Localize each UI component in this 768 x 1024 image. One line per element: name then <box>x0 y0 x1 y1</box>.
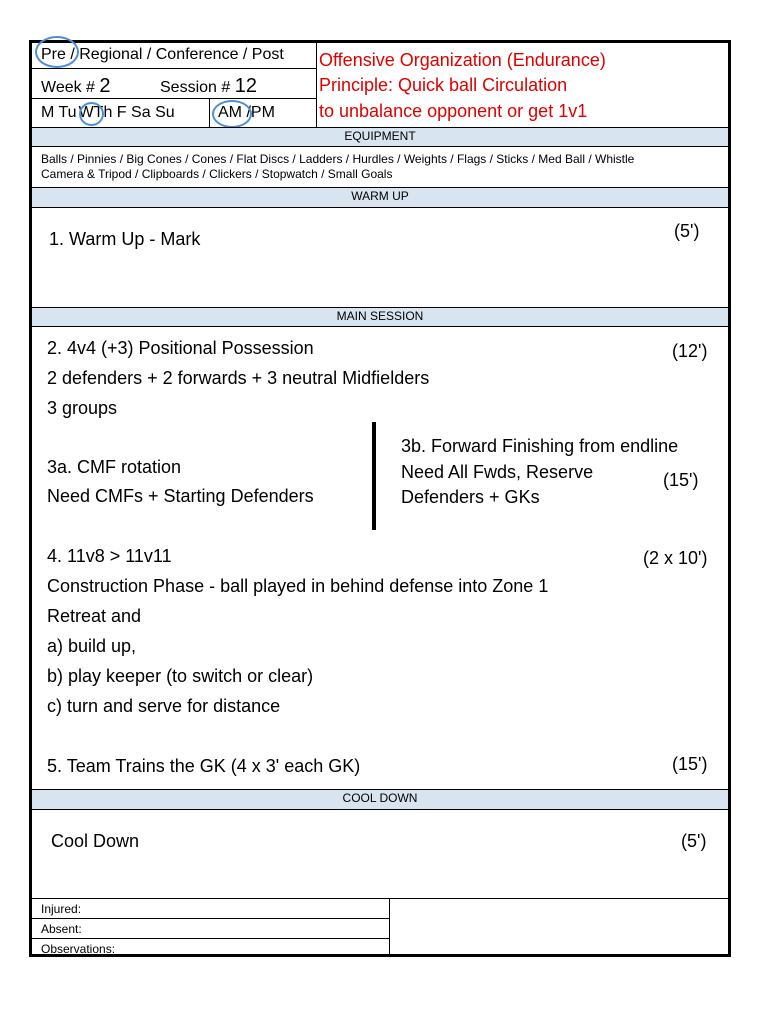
session-title-line-3: to unbalance opponent or get 1v1 <box>319 101 588 121</box>
cool-down-item: Cool Down <box>51 831 140 851</box>
item-2-line-3: 3 groups <box>47 398 118 418</box>
day-f: F <box>116 104 127 121</box>
item-3a-line-2: Need CMFs + Starting Defenders <box>47 486 314 506</box>
week-value: 2 <box>99 75 111 97</box>
header-row-line-1 <box>32 68 316 69</box>
item-4-line-5: c) turn and serve for distance <box>47 696 281 716</box>
item-3b-title: 3b. Forward Finishing from endline <box>401 436 679 456</box>
session-value: 12 <box>234 75 257 97</box>
item-4-title: 4. 11v8 > 11v11 <box>47 546 172 566</box>
season-rest: / Regional / Conference / Post <box>70 46 284 63</box>
session-title-line-2: Principle: Quick ball Circulation <box>319 75 568 95</box>
header-divider <box>316 43 317 127</box>
selected-time-circle <box>212 100 252 128</box>
footer-divider <box>389 898 390 954</box>
item-3b-line-2: Need All Fwds, Reserve <box>401 462 594 482</box>
main-session-heading: MAIN SESSION <box>32 307 728 327</box>
equipment-list-line-2: Camera & Tripod / Clipboards / Clickers / Stopwatch / Small Goals <box>41 167 393 181</box>
observations-label: Observations: <box>41 942 116 956</box>
day-sa: Sa <box>131 104 151 121</box>
day-selector <box>41 104 175 122</box>
footer-row-line-2 <box>32 938 389 939</box>
item-3b-line-3: Defenders + GKs <box>401 487 540 507</box>
selected-phase-circle <box>35 36 79 68</box>
day-time-divider <box>209 98 210 127</box>
session-title-line-1: Offensive Organization (Endurance) <box>319 50 606 70</box>
header-row-line-2 <box>32 98 316 99</box>
equipment-list-line-1: Balls / Pinnies / Big Cones / Cones / Flat Discs / Ladders / Hurdles / Weights / Flags / Sticks / Med Ball / Whistle <box>41 152 635 166</box>
item-5-title: 5. Team Trains the GK (4 x 3' each GK) <box>47 756 361 776</box>
week-field <box>41 75 111 98</box>
footer-row-line-1 <box>32 918 389 919</box>
item-4-duration: (2 x 10') <box>643 548 708 568</box>
warm-up-duration: (5') <box>674 221 700 241</box>
week-label: Week # <box>41 79 95 96</box>
cool-down-heading: COOL DOWN <box>32 789 728 810</box>
selected-day-circle <box>79 102 104 126</box>
day-w: W <box>78 104 94 121</box>
session-label: Session # <box>160 79 231 96</box>
time-sep: / <box>246 104 251 121</box>
item-4-line-3: a) build up, <box>47 636 137 656</box>
absent-label: Absent: <box>41 922 82 936</box>
warm-up-item: 1. Warm Up - Mark <box>49 229 201 249</box>
split-divider <box>372 422 376 530</box>
time-pm: PM <box>250 104 275 121</box>
day-th: Th <box>93 104 113 121</box>
cool-down-duration: (5') <box>681 831 707 851</box>
day-tu: Tu <box>58 104 77 121</box>
item-3a-title: 3a. CMF rotation <box>47 457 182 477</box>
item-4-line-2: Retreat and <box>47 606 142 626</box>
season-pre: Pre <box>41 46 66 63</box>
time-am: AM <box>218 104 242 121</box>
warm-up-heading: WARM UP <box>32 187 728 208</box>
session-field <box>160 75 257 98</box>
equipment-heading: EQUIPMENT <box>32 127 728 147</box>
day-su: Su <box>155 104 175 121</box>
footer-top-line <box>32 898 728 899</box>
item-4-line-4: b) play keeper (to switch or clear) <box>47 666 314 686</box>
session-plan-sheet <box>29 40 731 957</box>
day-m: M <box>41 104 55 121</box>
item-2-duration: (12') <box>672 341 708 361</box>
injured-label: Injured: <box>41 902 82 916</box>
item-5-duration: (15') <box>672 754 708 774</box>
item-2-title: 2. 4v4 (+3) Positional Possession <box>47 338 314 358</box>
item-3b-duration: (15') <box>663 470 699 490</box>
item-2-line-2: 2 defenders + 2 forwards + 3 neutral Midfielders <box>47 368 430 388</box>
item-4-line-1: Construction Phase - ball played in behind defense into Zone 1 <box>47 576 549 596</box>
